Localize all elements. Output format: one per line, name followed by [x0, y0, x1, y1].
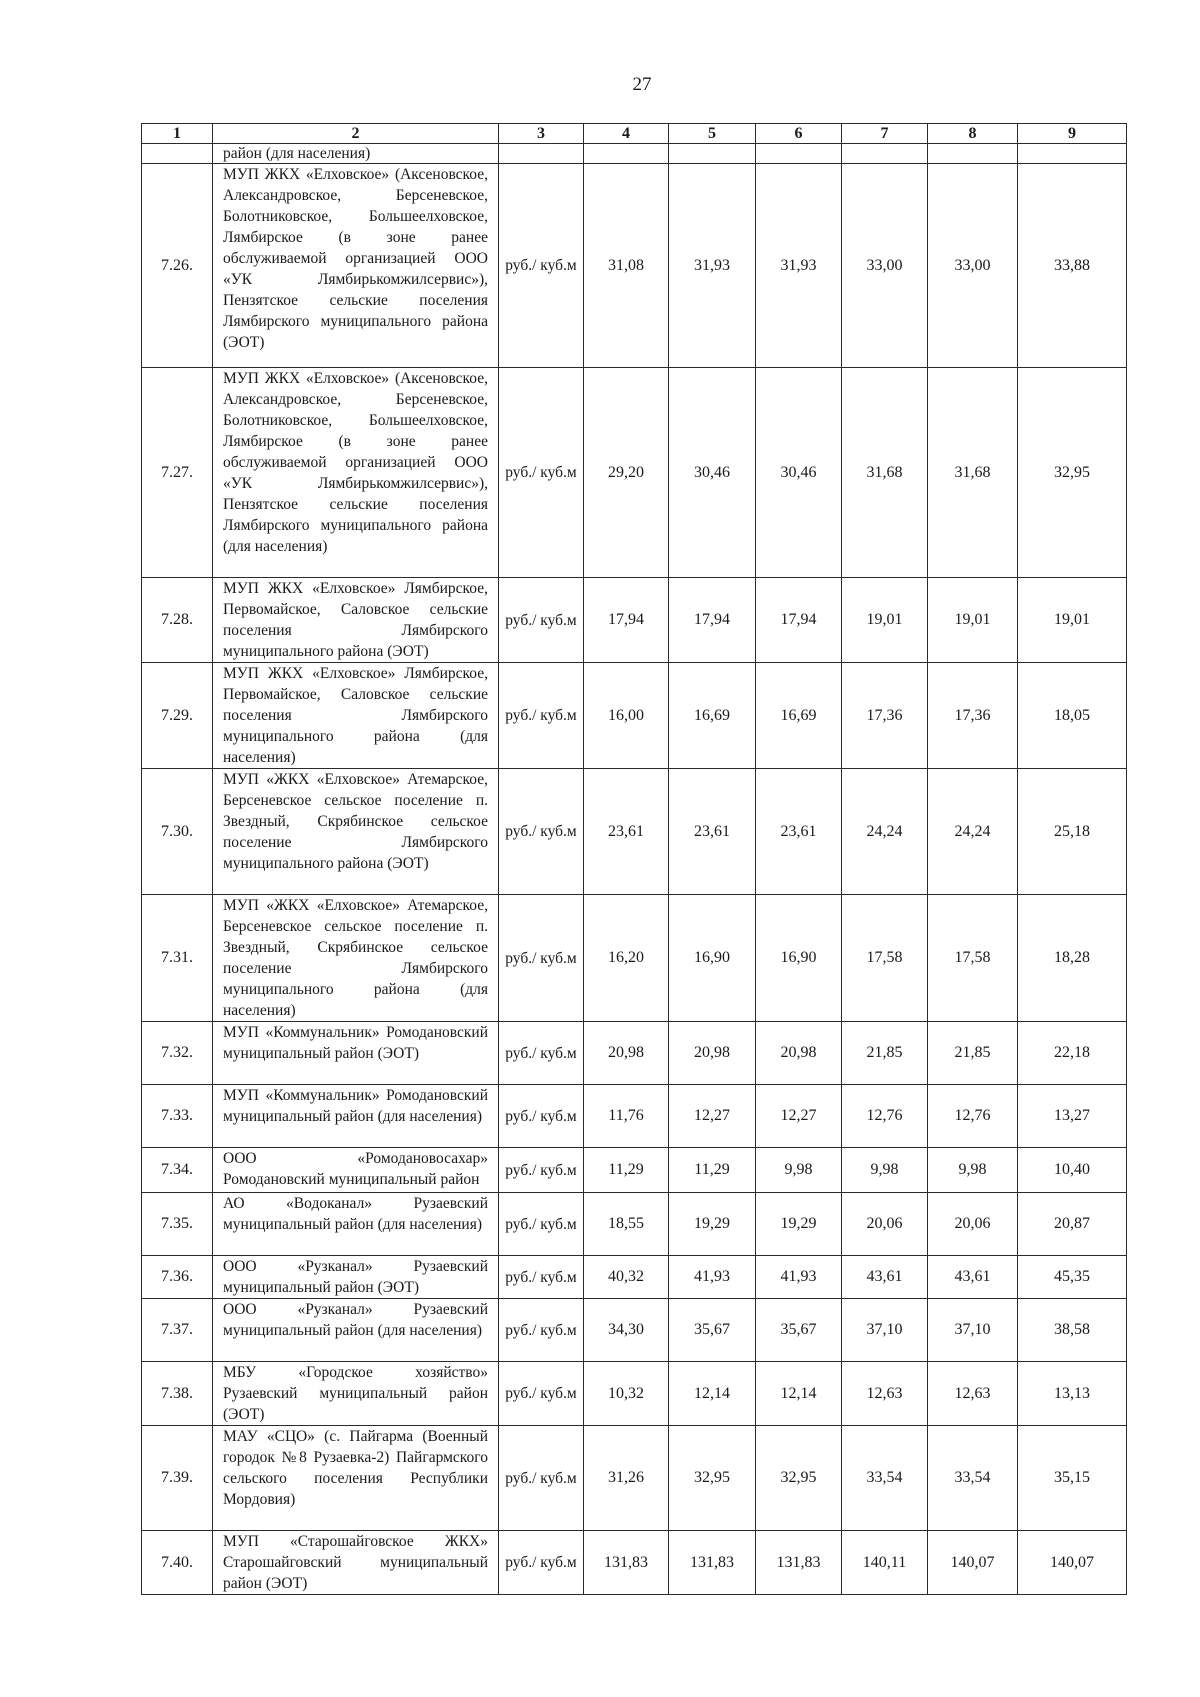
row-value-col-6: 31,93 [756, 164, 842, 368]
table-row [142, 1299, 1127, 1362]
table-row [142, 368, 1127, 578]
row-value-col-5: 31,93 [669, 164, 756, 368]
row-value-col-7: 37,10 [842, 1299, 928, 1362]
row-number: 7.33. [142, 1085, 213, 1148]
row-value-col-7: 17,36 [842, 663, 928, 769]
row-value-col-8: 19,01 [928, 578, 1018, 663]
row-value-col-6: 35,67 [756, 1299, 842, 1362]
row-value-col-5: 30,46 [669, 368, 756, 578]
row-value-col-6: 16,90 [756, 895, 842, 1022]
table-row [142, 164, 1127, 368]
row-value-col-6: 131,83 [756, 1531, 842, 1595]
row-value-col-5: 35,67 [669, 1299, 756, 1362]
row-value-col-8: 12,76 [928, 1085, 1018, 1148]
row-value-col-4: 131,83 [584, 1531, 669, 1595]
table-row [142, 1256, 1127, 1299]
table-row [142, 769, 1127, 895]
header-col-2: 2 [213, 124, 499, 144]
header-col-9: 9 [1018, 124, 1127, 144]
row-unit: руб./ куб.м [499, 1426, 584, 1531]
row-value-col-8: 140,07 [928, 1531, 1018, 1595]
row-number: 7.35. [142, 1193, 213, 1256]
row-value-col-4: 31,26 [584, 1426, 669, 1531]
row-value-col-4: 17,94 [584, 578, 669, 663]
header-col-7: 7 [842, 124, 928, 144]
row-number: 7.32. [142, 1022, 213, 1085]
row-value-col-5: 32,95 [669, 1426, 756, 1531]
row-description: МУП «Коммунальник» Ромодановский муниципальный район (для населения) [213, 1085, 499, 1148]
row-value-col-6: 17,94 [756, 578, 842, 663]
row-value-col-7: 24,24 [842, 769, 928, 895]
row-description: МУП «Коммунальник» Ромодановский муниципальный район (ЭОТ) [213, 1022, 499, 1085]
row-unit: руб./ куб.м [499, 769, 584, 895]
row-value-col-6: 41,93 [756, 1256, 842, 1299]
row-value-col-5: 12,14 [669, 1362, 756, 1426]
continuation-row [142, 144, 1127, 164]
row-value-col-6: 23,61 [756, 769, 842, 895]
row-value-col-9: 13,27 [1018, 1085, 1127, 1148]
row-value-col-9: 18,05 [1018, 663, 1127, 769]
table-row [142, 1085, 1127, 1148]
row-value-col-9: 25,18 [1018, 769, 1127, 895]
row-value-col-8: 21,85 [928, 1022, 1018, 1085]
row-unit: руб./ куб.м [499, 368, 584, 578]
row-description: МБУ «Городское хозяйство» Рузаевский муниципальный район (ЭОТ) [213, 1362, 499, 1426]
row-value-col-7: 33,54 [842, 1426, 928, 1531]
row-value-col-5: 20,98 [669, 1022, 756, 1085]
row-value-col-9: 22,18 [1018, 1022, 1127, 1085]
table-row [142, 1426, 1127, 1531]
row-value-col-8: 20,06 [928, 1193, 1018, 1256]
row-value-col-9: 32,95 [1018, 368, 1127, 578]
header-row [142, 124, 1127, 144]
row-value-col-6: 9,98 [756, 1148, 842, 1193]
row-number: 7.39. [142, 1426, 213, 1531]
row-description: МУП «Старошайговское ЖКХ» Старошайговский муниципальный район (ЭОТ) [213, 1531, 499, 1595]
row-value-col-8: 12,63 [928, 1362, 1018, 1426]
row-number: 7.38. [142, 1362, 213, 1426]
continuation-text: район (для населения) [213, 144, 499, 164]
table-row [142, 1148, 1127, 1193]
row-value-col-7: 140,11 [842, 1531, 928, 1595]
row-value-col-7: 43,61 [842, 1256, 928, 1299]
row-value-col-4: 18,55 [584, 1193, 669, 1256]
row-value-col-9: 140,07 [1018, 1531, 1127, 1595]
row-description: МУП ЖКХ «Елховское» (Аксеновское, Александровское, Берсеневское, Болотниковское, Большеелховское, Лямбирское (в зоне ранее обслуживаемой организацией ООО «УК Лямбирькомжилсервис»), Пензятское сельские поселения Лямбирского муниципального района (для населения) [213, 368, 499, 578]
row-value-col-4: 20,98 [584, 1022, 669, 1085]
row-value-col-4: 34,30 [584, 1299, 669, 1362]
row-value-col-4: 16,20 [584, 895, 669, 1022]
row-number: 7.26. [142, 164, 213, 368]
table-row [142, 663, 1127, 769]
row-unit: руб./ куб.м [499, 663, 584, 769]
header-col-5: 5 [669, 124, 756, 144]
row-value-col-7: 12,63 [842, 1362, 928, 1426]
row-unit: руб./ куб.м [499, 1531, 584, 1595]
row-description: МУП «ЖКХ «Елховское» Атемарское, Берсеневское сельское поселение п. Звездный, Скрябинское сельское поселение Лямбирского муниципального района (для населения) [213, 895, 499, 1022]
row-unit: руб./ куб.м [499, 164, 584, 368]
page-number: 27 [632, 74, 652, 95]
row-unit: руб./ куб.м [499, 1362, 584, 1426]
row-value-col-6: 16,69 [756, 663, 842, 769]
row-description: ООО «Рузканал» Рузаевский муниципальный район (ЭОТ) [213, 1256, 499, 1299]
row-value-col-7: 33,00 [842, 164, 928, 368]
row-value-col-6: 12,14 [756, 1362, 842, 1426]
row-value-col-5: 12,27 [669, 1085, 756, 1148]
row-value-col-7: 20,06 [842, 1193, 928, 1256]
table-row [142, 1531, 1127, 1595]
row-value-col-6: 12,27 [756, 1085, 842, 1148]
row-value-col-4: 11,76 [584, 1085, 669, 1148]
row-value-col-5: 11,29 [669, 1148, 756, 1193]
row-description: ООО «Рузканал» Рузаевский муниципальный район (для населения) [213, 1299, 499, 1362]
row-description: МУП «ЖКХ «Елховское» Атемарское, Берсеневское сельское поселение п. Звездный, Скрябинское сельское поселение Лямбирского муниципального района (ЭОТ) [213, 769, 499, 895]
row-value-col-4: 11,29 [584, 1148, 669, 1193]
row-number: 7.28. [142, 578, 213, 663]
header-col-4: 4 [584, 124, 669, 144]
row-number: 7.31. [142, 895, 213, 1022]
row-value-col-6: 30,46 [756, 368, 842, 578]
row-value-col-5: 16,90 [669, 895, 756, 1022]
row-value-col-8: 37,10 [928, 1299, 1018, 1362]
row-number: 7.37. [142, 1299, 213, 1362]
row-value-col-9: 18,28 [1018, 895, 1127, 1022]
row-number: 7.36. [142, 1256, 213, 1299]
row-description: МАУ «СЦО» (с. Пайгарма (Военный городок №8 Рузаевка-2) Пайгармского сельского поселения Республики Мордовия) [213, 1426, 499, 1531]
row-value-col-6: 20,98 [756, 1022, 842, 1085]
row-value-col-5: 17,94 [669, 578, 756, 663]
row-description: ООО «Ромодановосахар» Ромодановский муниципальный район [213, 1148, 499, 1193]
row-value-col-8: 17,36 [928, 663, 1018, 769]
row-value-col-8: 24,24 [928, 769, 1018, 895]
row-value-col-9: 20,87 [1018, 1193, 1127, 1256]
row-value-col-8: 31,68 [928, 368, 1018, 578]
row-unit: руб./ куб.м [499, 578, 584, 663]
row-value-col-8: 33,00 [928, 164, 1018, 368]
row-value-col-6: 19,29 [756, 1193, 842, 1256]
header-col-3: 3 [499, 124, 584, 144]
tariff-table [141, 123, 1127, 1595]
row-value-col-9: 13,13 [1018, 1362, 1127, 1426]
row-unit: руб./ куб.м [499, 1299, 584, 1362]
row-number: 7.40. [142, 1531, 213, 1595]
table-body [142, 144, 1127, 1595]
row-value-col-8: 9,98 [928, 1148, 1018, 1193]
row-unit: руб./ куб.м [499, 1148, 584, 1193]
row-unit: руб./ куб.м [499, 1022, 584, 1085]
row-value-col-8: 43,61 [928, 1256, 1018, 1299]
row-number: 7.29. [142, 663, 213, 769]
table-row [142, 578, 1127, 663]
row-value-col-7: 21,85 [842, 1022, 928, 1085]
row-value-col-4: 16,00 [584, 663, 669, 769]
row-number: 7.34. [142, 1148, 213, 1193]
header-col-1: 1 [142, 124, 213, 144]
row-value-col-7: 9,98 [842, 1148, 928, 1193]
row-value-col-9: 33,88 [1018, 164, 1127, 368]
row-value-col-5: 41,93 [669, 1256, 756, 1299]
row-value-col-4: 31,08 [584, 164, 669, 368]
table-row [142, 1193, 1127, 1256]
row-value-col-7: 19,01 [842, 578, 928, 663]
row-value-col-9: 19,01 [1018, 578, 1127, 663]
table-row [142, 1362, 1127, 1426]
row-value-col-4: 10,32 [584, 1362, 669, 1426]
row-unit: руб./ куб.м [499, 1256, 584, 1299]
row-description: МУП ЖКХ «Елховское» (Аксеновское, Александровское, Берсеневское, Болотниковское, Большеелховское, Лямбирское (в зоне ранее обслуживаемой организацией ООО «УК Лямбирькомжилсервис»), Пензятское сельские поселения Лямбирского муниципального района (ЭОТ) [213, 164, 499, 368]
row-unit: руб./ куб.м [499, 1085, 584, 1148]
row-value-col-8: 33,54 [928, 1426, 1018, 1531]
row-value-col-4: 23,61 [584, 769, 669, 895]
table-row [142, 1022, 1127, 1085]
row-value-col-5: 19,29 [669, 1193, 756, 1256]
row-value-col-4: 29,20 [584, 368, 669, 578]
row-value-col-9: 38,58 [1018, 1299, 1127, 1362]
header-col-6: 6 [756, 124, 842, 144]
row-value-col-9: 10,40 [1018, 1148, 1127, 1193]
row-value-col-5: 16,69 [669, 663, 756, 769]
row-number: 7.30. [142, 769, 213, 895]
row-description: МУП ЖКХ «Елховское» Лямбирское, Первомайское, Саловское сельские поселения Лямбирского муниципального района (для населения) [213, 663, 499, 769]
row-value-col-6: 32,95 [756, 1426, 842, 1531]
row-description: АО «Водоканал» Рузаевский муниципальный район (для населения) [213, 1193, 499, 1256]
row-value-col-7: 12,76 [842, 1085, 928, 1148]
row-value-col-5: 131,83 [669, 1531, 756, 1595]
row-number: 7.27. [142, 368, 213, 578]
row-value-col-8: 17,58 [928, 895, 1018, 1022]
row-unit: руб./ куб.м [499, 1193, 584, 1256]
row-unit: руб./ куб.м [499, 895, 584, 1022]
row-description: МУП ЖКХ «Елховское» Лямбирское, Первомайское, Саловское сельские поселения Лямбирского муниципального района (ЭОТ) [213, 578, 499, 663]
table-row [142, 895, 1127, 1022]
row-value-col-9: 35,15 [1018, 1426, 1127, 1531]
row-value-col-5: 23,61 [669, 769, 756, 895]
header-col-8: 8 [928, 124, 1018, 144]
row-value-col-7: 17,58 [842, 895, 928, 1022]
row-value-col-4: 40,32 [584, 1256, 669, 1299]
row-value-col-7: 31,68 [842, 368, 928, 578]
row-value-col-9: 45,35 [1018, 1256, 1127, 1299]
